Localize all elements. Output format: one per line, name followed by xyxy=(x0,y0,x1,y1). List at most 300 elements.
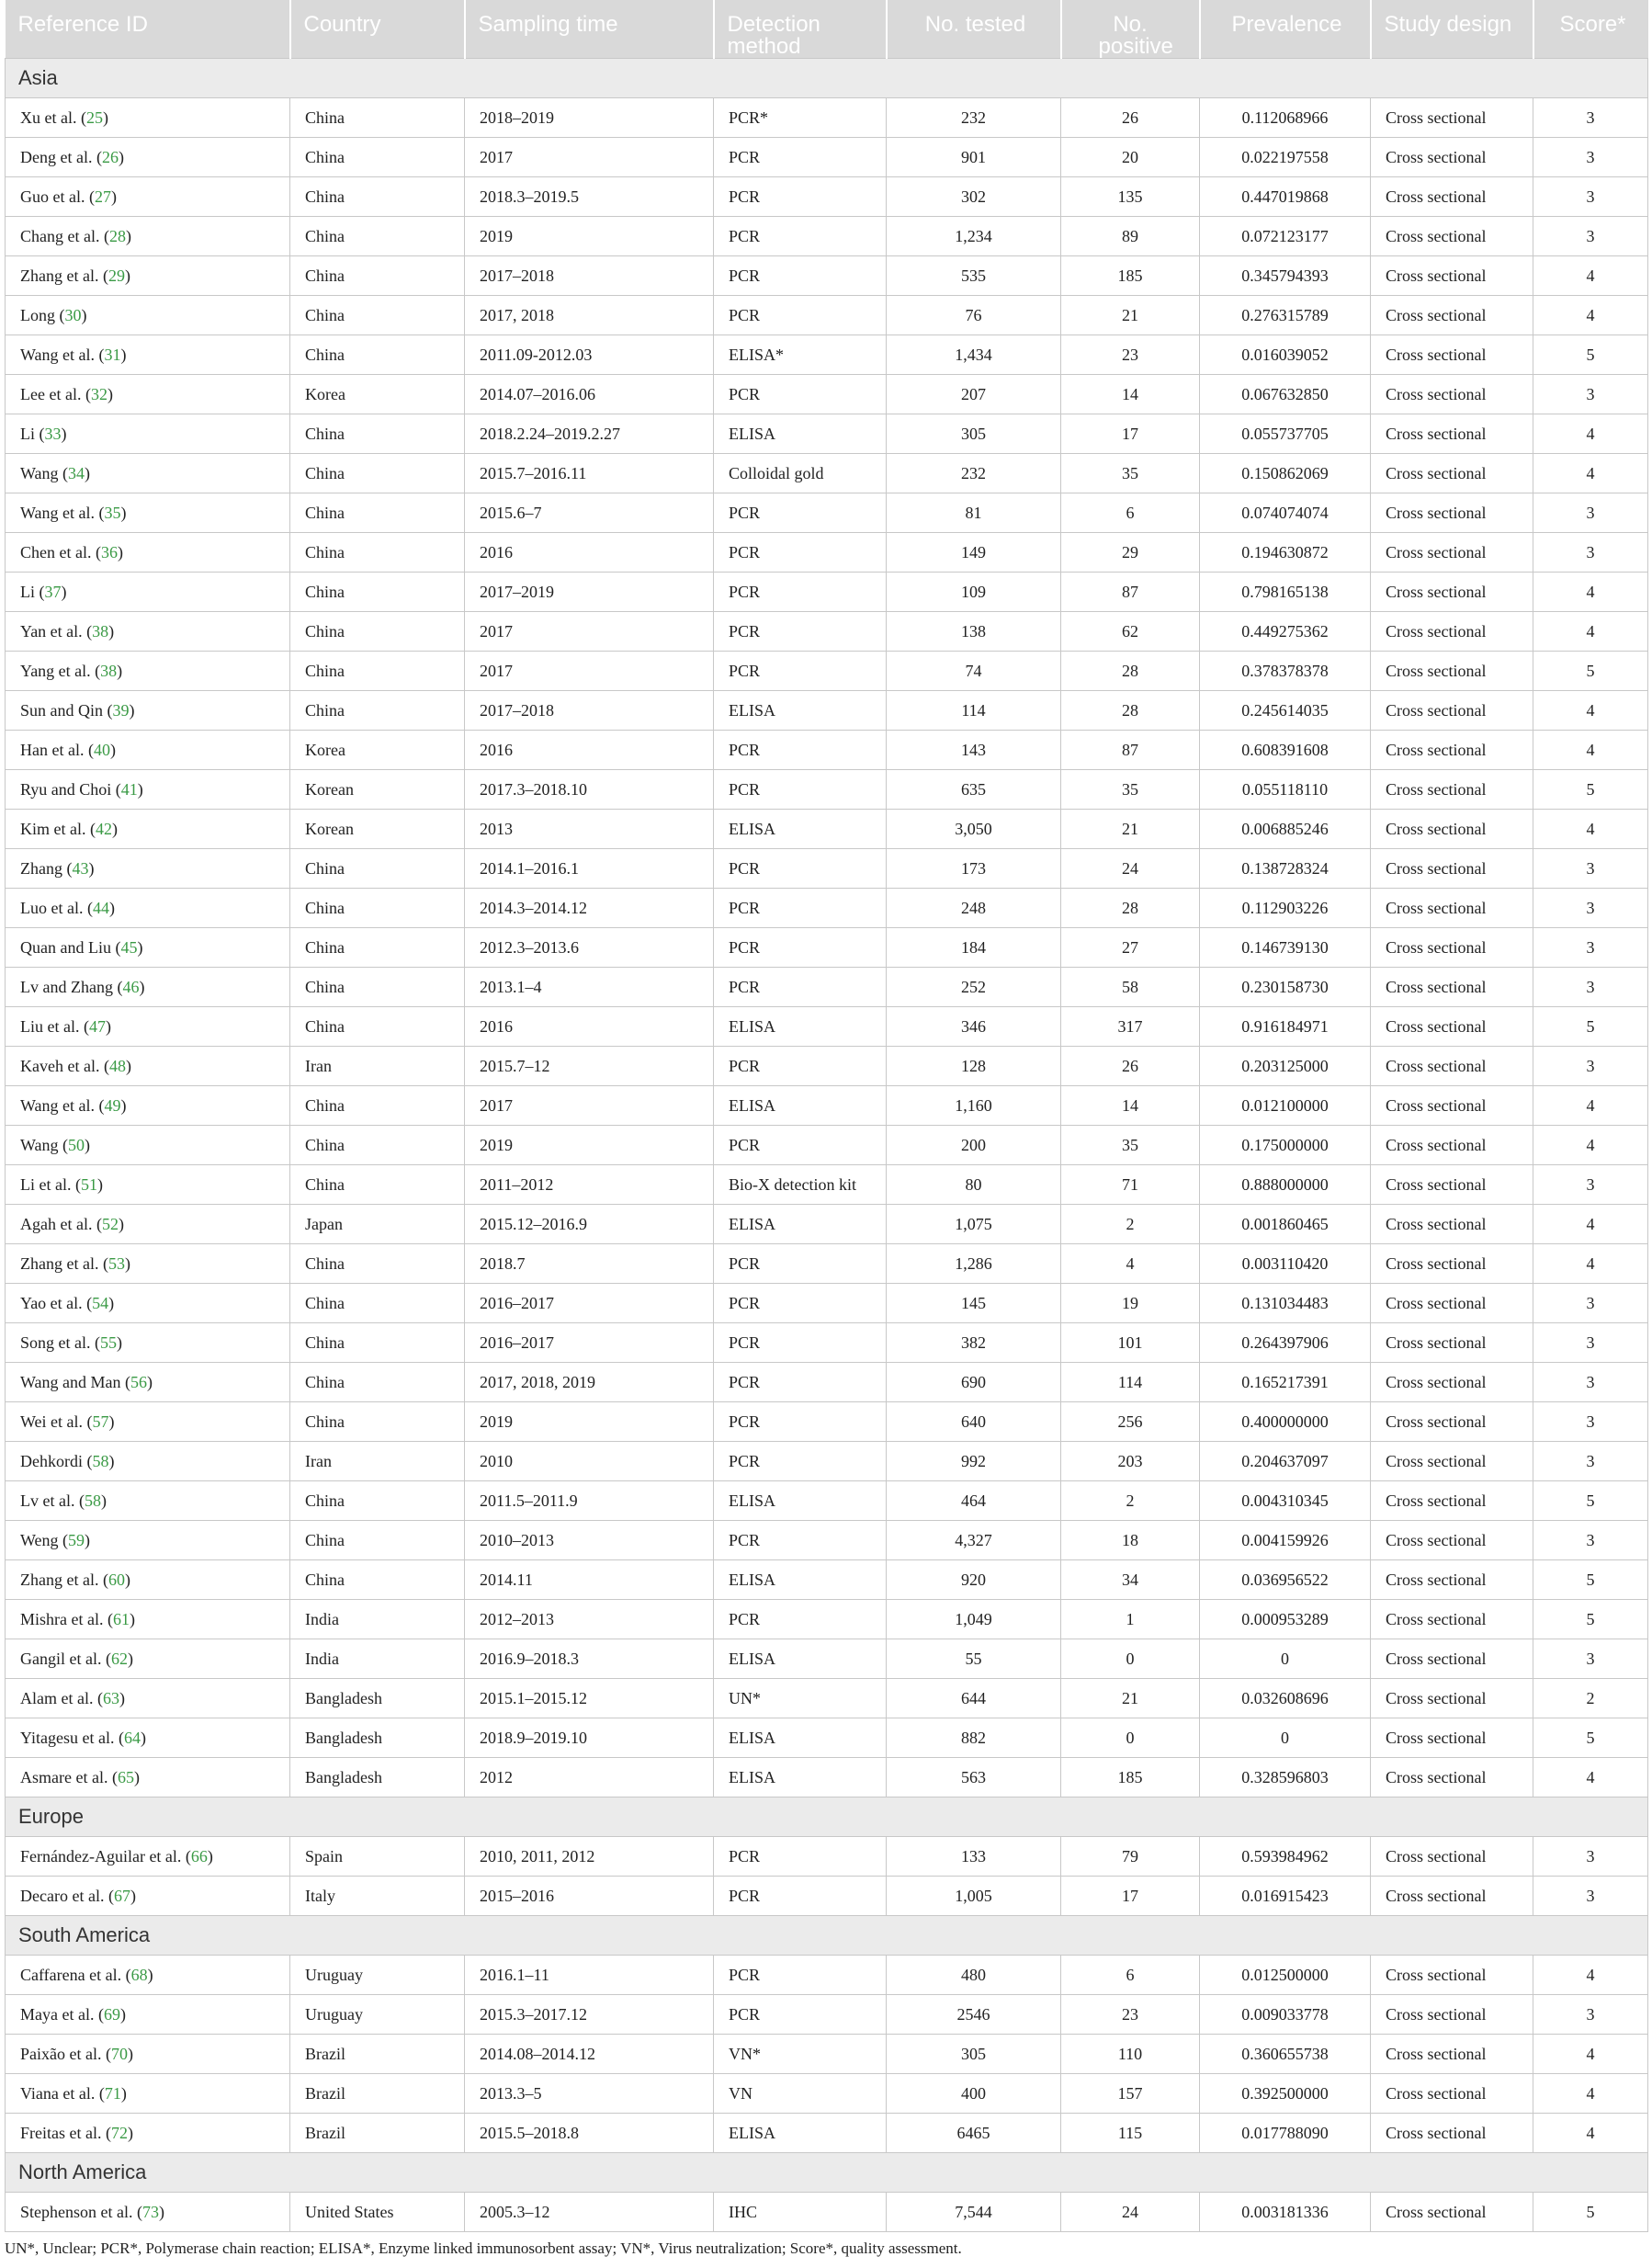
cell-score: 4 xyxy=(1533,573,1648,612)
cell-detection-method: ELISA xyxy=(714,1007,887,1047)
reference-link[interactable]: 48 xyxy=(108,1056,126,1075)
cell-study-design: Cross sectional xyxy=(1371,1442,1533,1481)
cell-prevalence: 0.072123177 xyxy=(1200,217,1371,256)
cell-score: 4 xyxy=(1533,1205,1648,1244)
table-row xyxy=(6,256,1648,296)
cell-no-tested: 173 xyxy=(887,849,1061,889)
cell-score: 5 xyxy=(1533,1481,1648,1521)
cell-no-positive: 21 xyxy=(1061,296,1200,335)
cell-reference-id xyxy=(6,2193,290,2232)
reference-link[interactable]: 38 xyxy=(92,621,109,641)
reference-link[interactable]: 64 xyxy=(123,1728,141,1747)
col-header-no-positive: No. positive xyxy=(1061,0,1200,59)
reference-link[interactable]: 39 xyxy=(112,700,130,720)
cell-country: Uruguay xyxy=(290,1956,465,1995)
cell-study-design: Cross sectional xyxy=(1371,98,1533,138)
cell-no-tested: 640 xyxy=(887,1402,1061,1442)
reference-link[interactable]: 36 xyxy=(100,542,118,561)
table-row xyxy=(6,1718,1648,1758)
cell-country: Italy xyxy=(290,1877,465,1916)
cell-country: China xyxy=(290,1363,465,1402)
reference-close: ) xyxy=(85,463,91,482)
cell-sampling-time: 2016–2017 xyxy=(465,1323,714,1363)
cell-score: 3 xyxy=(1533,968,1648,1007)
group-label: South America xyxy=(6,1916,1648,1956)
reference-author: Guo et al. ( xyxy=(20,187,95,206)
table-row xyxy=(6,1363,1648,1402)
reference-link[interactable]: 56 xyxy=(130,1372,148,1391)
cell-country: China xyxy=(290,138,465,177)
reference-link[interactable]: 25 xyxy=(85,108,103,127)
cell-prevalence: 0.012500000 xyxy=(1200,1956,1371,1995)
reference-author: Wang et al. ( xyxy=(20,345,105,364)
reference-link[interactable]: 69 xyxy=(103,2004,120,2024)
cell-sampling-time: 2013.1–4 xyxy=(465,968,714,1007)
reference-link[interactable]: 27 xyxy=(94,187,111,206)
cell-prevalence: 0.012100000 xyxy=(1200,1086,1371,1126)
cell-detection-method: PCR xyxy=(714,217,887,256)
cell-reference-id xyxy=(6,1718,290,1758)
cell-country: China xyxy=(290,1126,465,1165)
table-row xyxy=(6,138,1648,177)
cell-prevalence: 0.608391608 xyxy=(1200,731,1371,770)
reference-close: ) xyxy=(111,819,118,838)
cell-score: 4 xyxy=(1533,1244,1648,1284)
table-row xyxy=(6,968,1648,1007)
reference-author: Kim et al. ( xyxy=(20,819,96,838)
reference-close: ) xyxy=(119,2004,126,2024)
table-row xyxy=(6,652,1648,691)
cell-no-tested: 252 xyxy=(887,968,1061,1007)
cell-detection-method: PCR xyxy=(714,1956,887,1995)
cell-prevalence: 0.112068966 xyxy=(1200,98,1371,138)
reference-link[interactable]: 65 xyxy=(117,1767,134,1786)
cell-detection-method: Colloidal gold xyxy=(714,454,887,493)
table-row xyxy=(6,1758,1648,1797)
cell-country: Korea xyxy=(290,731,465,770)
cell-detection-method: ELISA xyxy=(714,691,887,731)
cell-country: China xyxy=(290,1165,465,1205)
cell-no-tested: 1,286 xyxy=(887,1244,1061,1284)
reference-author: Agah et al. ( xyxy=(20,1214,102,1233)
cell-country: China xyxy=(290,1521,465,1560)
reference-link[interactable]: 71 xyxy=(104,2083,121,2103)
reference-close: ) xyxy=(117,542,123,561)
reference-link[interactable]: 40 xyxy=(93,740,110,759)
group-row xyxy=(6,1797,1648,1837)
cell-prevalence: 0.150862069 xyxy=(1200,454,1371,493)
reference-close: ) xyxy=(117,1332,122,1352)
cell-reference-id xyxy=(6,296,290,335)
reference-link[interactable]: 35 xyxy=(104,503,121,522)
cell-sampling-time: 2010 xyxy=(465,1442,714,1481)
cell-reference-id xyxy=(6,1007,290,1047)
cell-sampling-time: 2016 xyxy=(465,1007,714,1047)
reference-link[interactable]: 26 xyxy=(101,147,119,166)
cell-study-design: Cross sectional xyxy=(1371,2114,1533,2153)
table-row xyxy=(6,612,1648,652)
cell-score: 3 xyxy=(1533,1521,1648,1560)
reference-link[interactable]: 57 xyxy=(92,1412,109,1431)
reference-link[interactable]: 51 xyxy=(80,1174,97,1194)
cell-sampling-time: 2014.08–2014.12 xyxy=(465,2035,714,2074)
reference-close: ) xyxy=(125,226,131,245)
cell-reference-id xyxy=(6,1047,290,1086)
cell-country: China xyxy=(290,177,465,217)
cell-prevalence: 0.004310345 xyxy=(1200,1481,1371,1521)
reference-link[interactable]: 52 xyxy=(101,1214,119,1233)
cell-detection-method: PCR xyxy=(714,731,887,770)
reference-link[interactable]: 60 xyxy=(107,1570,125,1589)
col-header-detection-method: Detection method xyxy=(714,0,887,59)
cell-sampling-time: 2017 xyxy=(465,138,714,177)
cell-score: 3 xyxy=(1533,1047,1648,1086)
cell-country: China xyxy=(290,928,465,968)
cell-detection-method: PCR xyxy=(714,375,887,414)
cell-detection-method: VN* xyxy=(714,2035,887,2074)
cell-reference-id xyxy=(6,810,290,849)
cell-detection-method: VN xyxy=(714,2074,887,2114)
cell-study-design: Cross sectional xyxy=(1371,1600,1533,1639)
col-header-country: Country xyxy=(290,0,465,59)
cell-no-positive: 17 xyxy=(1061,414,1200,454)
reference-link[interactable]: 53 xyxy=(107,1253,125,1273)
cell-score: 3 xyxy=(1533,928,1648,968)
reference-link[interactable]: 73 xyxy=(141,2202,159,2221)
cell-no-tested: 128 xyxy=(887,1047,1061,1086)
cell-sampling-time: 2016–2017 xyxy=(465,1284,714,1323)
reference-author: Zhang et al. ( xyxy=(20,266,108,285)
reference-author: Song et al. ( xyxy=(20,1332,100,1352)
reference-link[interactable]: 58 xyxy=(92,1451,109,1470)
cell-sampling-time: 2015.12–2016.9 xyxy=(465,1205,714,1244)
reference-close: ) xyxy=(118,1214,124,1233)
cell-sampling-time: 2012–2013 xyxy=(465,1600,714,1639)
cell-score: 3 xyxy=(1533,1402,1648,1442)
cell-no-positive: 185 xyxy=(1061,256,1200,296)
reference-link[interactable]: 45 xyxy=(120,937,138,957)
reference-link[interactable]: 67 xyxy=(113,1886,130,1905)
cell-no-positive: 6 xyxy=(1061,493,1200,533)
cell-no-positive: 24 xyxy=(1061,849,1200,889)
cell-reference-id xyxy=(6,454,290,493)
cell-prevalence: 0.016039052 xyxy=(1200,335,1371,375)
cell-score: 3 xyxy=(1533,1877,1648,1916)
cell-prevalence: 0.036956522 xyxy=(1200,1560,1371,1600)
table-row xyxy=(6,1956,1648,1995)
cell-no-tested: 81 xyxy=(887,493,1061,533)
cell-no-tested: 305 xyxy=(887,2035,1061,2074)
reference-link[interactable]: 28 xyxy=(108,226,126,245)
cell-no-positive: 27 xyxy=(1061,928,1200,968)
reference-close: ) xyxy=(108,1293,115,1312)
reference-close: ) xyxy=(88,858,95,878)
cell-no-positive: 110 xyxy=(1061,2035,1200,2074)
cell-no-positive: 79 xyxy=(1061,1837,1200,1877)
cell-no-tested: 3,050 xyxy=(887,810,1061,849)
cell-study-design: Cross sectional xyxy=(1371,1363,1533,1402)
cell-no-tested: 76 xyxy=(887,296,1061,335)
cell-sampling-time: 2017, 2018, 2019 xyxy=(465,1363,714,1402)
cell-country: Iran xyxy=(290,1442,465,1481)
table-row xyxy=(6,98,1648,138)
reference-close: ) xyxy=(158,2202,164,2221)
cell-reference-id xyxy=(6,1521,290,1560)
reference-author: Yitagesu et al. ( xyxy=(20,1728,124,1747)
cell-no-positive: 0 xyxy=(1061,1639,1200,1679)
cell-sampling-time: 2011.5–2011.9 xyxy=(465,1481,714,1521)
cell-score: 4 xyxy=(1533,810,1648,849)
cell-no-positive: 21 xyxy=(1061,1679,1200,1718)
table-row xyxy=(6,1323,1648,1363)
cell-study-design: Cross sectional xyxy=(1371,296,1533,335)
cell-no-positive: 62 xyxy=(1061,612,1200,652)
cell-sampling-time: 2016 xyxy=(465,533,714,573)
cell-reference-id xyxy=(6,375,290,414)
reference-close: ) xyxy=(147,1372,153,1391)
cell-reference-id xyxy=(6,1086,290,1126)
reference-link[interactable]: 31 xyxy=(104,345,121,364)
cell-no-tested: 207 xyxy=(887,375,1061,414)
table-row xyxy=(6,217,1648,256)
cell-detection-method: PCR xyxy=(714,296,887,335)
cell-no-positive: 2 xyxy=(1061,1481,1200,1521)
cell-sampling-time: 2017 xyxy=(465,652,714,691)
cell-country: Korean xyxy=(290,770,465,810)
cell-study-design: Cross sectional xyxy=(1371,849,1533,889)
cell-prevalence: 0.006885246 xyxy=(1200,810,1371,849)
cell-no-positive: 35 xyxy=(1061,1126,1200,1165)
cell-country: China xyxy=(290,335,465,375)
cell-no-positive: 58 xyxy=(1061,968,1200,1007)
cell-country: China xyxy=(290,414,465,454)
cell-reference-id xyxy=(6,1956,290,1995)
cell-no-positive: 35 xyxy=(1061,454,1200,493)
reference-link[interactable]: 62 xyxy=(110,1649,128,1668)
reference-link[interactable]: 47 xyxy=(88,1016,106,1036)
cell-reference-id xyxy=(6,2035,290,2074)
table-row xyxy=(6,1837,1648,1877)
cell-no-tested: 1,075 xyxy=(887,1205,1061,1244)
cell-score: 3 xyxy=(1533,533,1648,573)
cell-country: China xyxy=(290,1323,465,1363)
cell-study-design: Cross sectional xyxy=(1371,810,1533,849)
reference-author: Deng et al. ( xyxy=(20,147,102,166)
reference-link[interactable]: 38 xyxy=(100,661,118,680)
table-row xyxy=(6,1639,1648,1679)
cell-sampling-time: 2005.3–12 xyxy=(465,2193,714,2232)
cell-detection-method: ELISA xyxy=(714,810,887,849)
reference-author: Yan et al. ( xyxy=(20,621,93,641)
cell-no-positive: 114 xyxy=(1061,1363,1200,1402)
cell-detection-method: PCR xyxy=(714,849,887,889)
reference-close: ) xyxy=(127,2123,133,2142)
cell-prevalence: 0.203125000 xyxy=(1200,1047,1371,1086)
cell-detection-method: PCR xyxy=(714,968,887,1007)
cell-sampling-time: 2012.3–2013.6 xyxy=(465,928,714,968)
table-row xyxy=(6,177,1648,217)
reference-link[interactable]: 29 xyxy=(107,266,125,285)
reference-link[interactable]: 68 xyxy=(130,1965,148,1984)
cell-detection-method: PCR xyxy=(714,177,887,217)
cell-no-tested: 200 xyxy=(887,1126,1061,1165)
cell-prevalence: 0.067632850 xyxy=(1200,375,1371,414)
cell-country: China xyxy=(290,889,465,928)
cell-study-design: Cross sectional xyxy=(1371,138,1533,177)
reference-link[interactable]: 54 xyxy=(92,1293,109,1312)
cell-prevalence: 0.165217391 xyxy=(1200,1363,1371,1402)
reference-author: Wang et al. ( xyxy=(20,503,105,522)
cell-reference-id xyxy=(6,98,290,138)
cell-no-positive: 24 xyxy=(1061,2193,1200,2232)
reference-author: Li ( xyxy=(20,424,45,443)
cell-detection-method: ELISA xyxy=(714,1758,887,1797)
reference-link[interactable]: 58 xyxy=(84,1491,101,1510)
reference-link[interactable]: 32 xyxy=(90,384,107,403)
cell-no-tested: 184 xyxy=(887,928,1061,968)
cell-detection-method: IHC xyxy=(714,2193,887,2232)
cell-study-design: Cross sectional xyxy=(1371,1995,1533,2035)
cell-score: 4 xyxy=(1533,1126,1648,1165)
header-row xyxy=(6,0,1648,59)
cell-reference-id xyxy=(6,1284,290,1323)
cell-detection-method: Bio-X detection kit xyxy=(714,1165,887,1205)
cell-score: 5 xyxy=(1533,770,1648,810)
cell-study-design: Cross sectional xyxy=(1371,1284,1533,1323)
cell-reference-id xyxy=(6,573,290,612)
reference-author: Alam et al. ( xyxy=(20,1688,103,1707)
cell-sampling-time: 2017 xyxy=(465,612,714,652)
reference-link[interactable]: 55 xyxy=(100,1332,117,1352)
prevalence-table xyxy=(5,0,1648,2232)
cell-detection-method: ELISA xyxy=(714,1639,887,1679)
cell-reference-id xyxy=(6,2074,290,2114)
cell-no-tested: 114 xyxy=(887,691,1061,731)
cell-score: 4 xyxy=(1533,2035,1648,2074)
reference-link[interactable]: 46 xyxy=(122,977,140,996)
reference-link[interactable]: 41 xyxy=(120,779,138,799)
cell-reference-id xyxy=(6,1402,290,1442)
cell-prevalence: 0.378378378 xyxy=(1200,652,1371,691)
reference-close: ) xyxy=(129,1609,135,1628)
cell-detection-method: PCR xyxy=(714,573,887,612)
cell-reference-id xyxy=(6,889,290,928)
reference-author: Lv et al. ( xyxy=(20,1491,85,1510)
reference-link[interactable]: 72 xyxy=(110,2123,128,2142)
cell-score: 4 xyxy=(1533,256,1648,296)
cell-country: Japan xyxy=(290,1205,465,1244)
reference-link[interactable]: 37 xyxy=(44,582,62,601)
cell-reference-id xyxy=(6,217,290,256)
reference-link[interactable]: 33 xyxy=(44,424,62,443)
cell-no-tested: 109 xyxy=(887,573,1061,612)
reference-link[interactable]: 44 xyxy=(92,898,109,917)
cell-reference-id xyxy=(6,849,290,889)
reference-link[interactable]: 63 xyxy=(102,1688,119,1707)
cell-study-design: Cross sectional xyxy=(1371,889,1533,928)
table-row xyxy=(6,1402,1648,1442)
cell-country: Bangladesh xyxy=(290,1758,465,1797)
cell-country: China xyxy=(290,968,465,1007)
cell-no-tested: 920 xyxy=(887,1560,1061,1600)
reference-close: ) xyxy=(118,147,124,166)
reference-link[interactable]: 50 xyxy=(68,1135,85,1154)
cell-sampling-time: 2019 xyxy=(465,1126,714,1165)
cell-prevalence: 0.017788090 xyxy=(1200,2114,1371,2153)
cell-detection-method: PCR xyxy=(714,1047,887,1086)
cell-score: 3 xyxy=(1533,177,1648,217)
table-row xyxy=(6,1284,1648,1323)
table-row xyxy=(6,533,1648,573)
reference-close: ) xyxy=(120,345,127,364)
reference-close: ) xyxy=(110,187,117,206)
reference-author: Weng ( xyxy=(20,1530,69,1549)
cell-prevalence: 0.245614035 xyxy=(1200,691,1371,731)
cell-no-tested: 138 xyxy=(887,612,1061,652)
cell-detection-method: ELISA xyxy=(714,1718,887,1758)
reference-author: Fernández-Aguilar et al. ( xyxy=(20,1846,191,1865)
cell-score: 4 xyxy=(1533,454,1648,493)
cell-country: China xyxy=(290,1007,465,1047)
cell-sampling-time: 2010, 2011, 2012 xyxy=(465,1837,714,1877)
reference-link[interactable]: 61 xyxy=(112,1609,130,1628)
reference-author: Wang et al. ( xyxy=(20,1095,105,1115)
reference-link[interactable]: 43 xyxy=(72,858,89,878)
cell-reference-id xyxy=(6,731,290,770)
cell-score: 4 xyxy=(1533,2074,1648,2114)
cell-prevalence: 0.138728324 xyxy=(1200,849,1371,889)
cell-sampling-time: 2018.7 xyxy=(465,1244,714,1284)
reference-link[interactable]: 34 xyxy=(68,463,85,482)
cell-sampling-time: 2015.6–7 xyxy=(465,493,714,533)
reference-close: ) xyxy=(127,1649,133,1668)
reference-author: Ryu and Choi ( xyxy=(20,779,121,799)
reference-author: Lv and Zhang ( xyxy=(20,977,123,996)
group-label: Asia xyxy=(6,59,1648,98)
table-row xyxy=(6,2114,1648,2153)
cell-sampling-time: 2014.3–2014.12 xyxy=(465,889,714,928)
cell-prevalence: 0.032608696 xyxy=(1200,1679,1371,1718)
cell-no-positive: 317 xyxy=(1061,1007,1200,1047)
reference-author: Wang ( xyxy=(20,1135,69,1154)
cell-reference-id xyxy=(6,414,290,454)
reference-link[interactable]: 49 xyxy=(104,1095,121,1115)
cell-no-positive: 28 xyxy=(1061,652,1200,691)
cell-score: 3 xyxy=(1533,1442,1648,1481)
cell-no-tested: 635 xyxy=(887,770,1061,810)
cell-country: China xyxy=(290,573,465,612)
cell-score: 3 xyxy=(1533,1165,1648,1205)
cell-no-positive: 35 xyxy=(1061,770,1200,810)
reference-link[interactable]: 42 xyxy=(95,819,112,838)
reference-link[interactable]: 66 xyxy=(190,1846,208,1865)
cell-no-positive: 1 xyxy=(1061,1600,1200,1639)
cell-country: China xyxy=(290,256,465,296)
cell-prevalence: 0.004159926 xyxy=(1200,1521,1371,1560)
cell-sampling-time: 2017 xyxy=(465,1086,714,1126)
cell-detection-method: PCR xyxy=(714,1323,887,1363)
cell-no-tested: 1,434 xyxy=(887,335,1061,375)
reference-link[interactable]: 59 xyxy=(68,1530,85,1549)
reference-link[interactable]: 30 xyxy=(64,305,82,324)
reference-link[interactable]: 70 xyxy=(110,2044,128,2063)
cell-study-design: Cross sectional xyxy=(1371,1126,1533,1165)
cell-prevalence: 0.131034483 xyxy=(1200,1284,1371,1323)
reference-close: ) xyxy=(139,977,145,996)
cell-score: 3 xyxy=(1533,1995,1648,2035)
cell-detection-method: PCR xyxy=(714,1363,887,1402)
table-row xyxy=(6,1995,1648,2035)
